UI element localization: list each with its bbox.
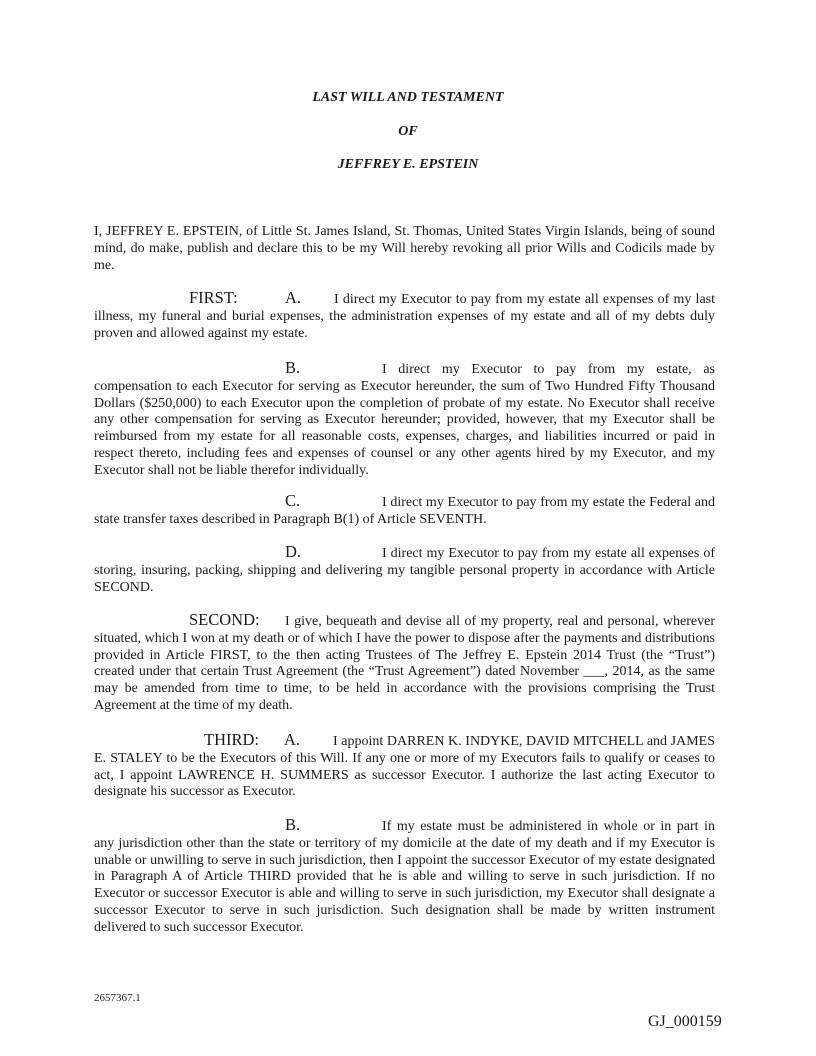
article-second-heading: SECOND: — [189, 610, 260, 629]
article-first-d — [94, 544, 715, 596]
article-third-b — [94, 817, 715, 937]
article-first-a — [94, 290, 715, 342]
intro-paragraph: I, JEFFREY E. EPSTEIN, of Little St. James Island, St. Thomas, United States Virgin Islands, being of sound mind, do make, publish and declare this to be my Will hereby revoking all prior Wills and Codicils made by me. — [94, 224, 715, 273]
title-line-1: LAST WILL AND TESTAMENT — [312, 90, 504, 105]
article-first-heading: FIRST: — [189, 288, 238, 307]
article-first-c — [94, 493, 715, 529]
first-d-label: D. — [285, 542, 302, 561]
bates-number: GJ_000159 — [648, 1013, 722, 1030]
first-a-label: A. — [285, 288, 302, 307]
second-text: I give, bequeath and devise all of my property, real and personal, wherever situated, which I won at my death or of which I have the power to dispose after the payments and distributions provided in Article FIRST, to the then acting Trustees of The Jeffrey E. Epstein 2014 Trust (the “Trust”) created under that certain Trust Agreement (the “Trust Agreement”) dated November ___, 2014, as the same may be amended from time to time, to be held in accordance with the provisions comprising the Trust Agreement at the time of my death. — [94, 614, 715, 713]
first-b-text: I direct my Executor to pay from my estate, as compensation to each Executor for serving as Executor hereunder, the sum of Two Hundred Fifty Thousand Dollars ($250,000) to each Executor upon the completion of probate of my estate. No Executor shall receive any other compensation for serving as Executor hereunder; provided, however, that my Executor shall be reimbursed from my estate for all reasonable costs, expenses, charges, and liabilities incurred or paid in respect thereto, including fees and expenses of counsel or any other agents hired by my Executor, and my Executor shall not be liable therefor individually. — [94, 362, 715, 478]
title-line-2: OF — [398, 124, 418, 139]
article-third-heading: THIRD: — [204, 730, 259, 749]
third-a-label: A. — [284, 730, 301, 749]
title-line-3: JEFFREY E. EPSTEIN — [337, 157, 479, 172]
article-second — [94, 612, 715, 715]
third-b-label: B. — [285, 815, 301, 834]
first-a-text: I direct my Executor to pay from my estate all expenses of my last illness, my funeral and burial expenses, the administration expenses of my estate and all of my debts duly proven and allowed against my estate. — [94, 292, 715, 341]
article-third-a — [94, 732, 715, 801]
third-a-text: I appoint DARREN K. INDYKE, DAVID MITCHELL and JAMES E. STALEY to be the Executors of this Will. If any one or more of my Executors fails to qualify or ceases to act, I appoint LAWRENCE H. SUMMERS as successor Executor. I authorize the last acting Executor to designate his successor as Executor. — [94, 734, 715, 800]
document-id: 2657367.1 — [94, 992, 141, 1004]
first-d-text: I direct my Executor to pay from my estate all expenses of storing, insuring, packing, shipping and delivering my tangible personal property in accordance with Article SECOND. — [94, 546, 715, 595]
first-b-label: B. — [285, 358, 301, 377]
first-c-label: C. — [285, 491, 301, 510]
article-first-b — [94, 360, 715, 480]
first-c-text: I direct my Executor to pay from my estate the Federal and state transfer taxes described in Paragraph B(1) of Article SEVENTH. — [94, 495, 715, 527]
third-b-text: If my estate must be administered in whole or in part in any jurisdiction other than the state or territory of my domicile at the date of my death and if my Executor is unable or unwilling to serve in such jurisdiction, then I appoint the successor Executor of my estate designated in Paragraph A of Article THIRD provided that he is able and willing to serve in such jurisdiction. If no Executor or successor Executor is able and willing to serve in such jurisdiction, my Executor shall designate a successor Executor to serve in such jurisdiction. Such designation shall be made by written instrument delivered to such successor Executor. — [94, 819, 715, 935]
